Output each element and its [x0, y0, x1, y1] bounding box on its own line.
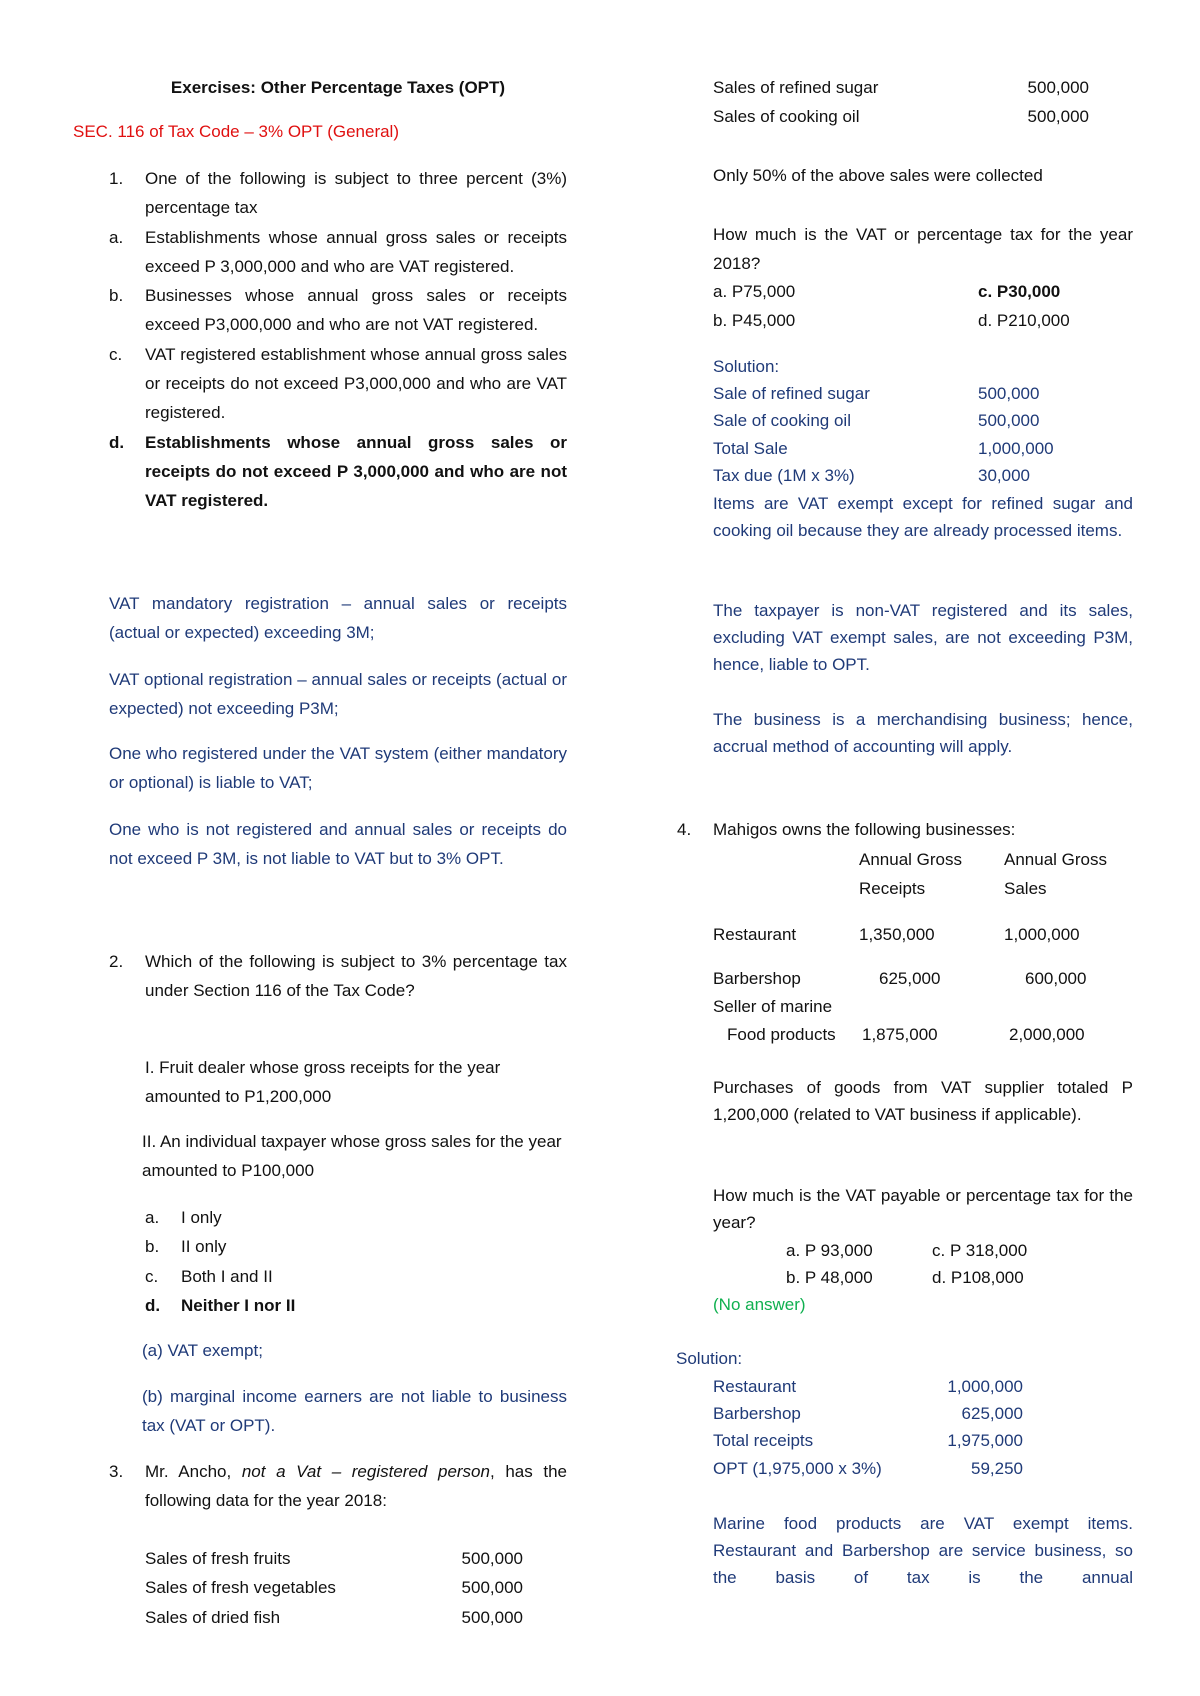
solution-amount: 30,000: [978, 465, 1030, 485]
option-c: c. P 318,000: [932, 1241, 1028, 1260]
sales-item: Sales of cooking oil: [713, 107, 860, 127]
note: One who registered under the VAT system (either mandatory or optional) is liable to VAT;: [109, 744, 567, 793]
business-receipts: 1,350,000: [859, 925, 935, 944]
sales-table-continued: [713, 73, 1089, 132]
solution-4: [713, 1373, 1023, 1482]
option-a: a. P 93,000: [786, 1241, 873, 1260]
correct-option-text: Neither I nor II: [181, 1295, 296, 1315]
option-c-correct: c. P30,000: [978, 282, 1061, 301]
solution-label: Solution:: [676, 1349, 743, 1368]
option-label: a.: [145, 1208, 160, 1227]
option-label: d.: [145, 1295, 161, 1315]
statement-1: I. Fruit dealer whose gross receipts for the year amounted to P1,200,000: [145, 1058, 501, 1107]
header-line: Annual Gross: [859, 850, 962, 869]
option-text: Both I and II: [181, 1266, 273, 1286]
question-number: 2.: [109, 952, 124, 971]
solution-amount: 59,250: [971, 1458, 1023, 1478]
sales-amount: 500,000: [461, 1607, 523, 1627]
solution-3: [713, 353, 1093, 489]
purchases-note: Purchases of goods from VAT supplier totaled P 1,200,000 (related to VAT business if applicable).: [713, 1078, 1133, 1125]
solution-item: Restaurant: [713, 1377, 797, 1396]
note: Items are VAT exempt except for refined sugar and cooking oil because they are already processed items.: [713, 494, 1133, 541]
solution-amount: 625,000: [961, 1404, 1023, 1424]
header-line: Annual Gross: [1004, 850, 1107, 869]
note: Marine food products are VAT exempt items. Restaurant and Barbershop are service business, so the basis of tax is the annual: [713, 1514, 1133, 1588]
solution-amount: 1,000,000: [947, 1377, 1023, 1396]
note: One who is not registered and annual sales or receipts do not exceed P 3M, is not liable to VAT but to 3% OPT.: [109, 820, 567, 869]
solution-amount: 500,000: [978, 384, 1040, 404]
option-d: d. P210,000: [978, 311, 1070, 330]
statement-2: II. An individual taxpayer whose gross sales for the year amounted to P100,000: [142, 1132, 562, 1181]
question-2-options: [145, 1203, 545, 1320]
sales-amount: 500,000: [461, 1578, 523, 1598]
note: The taxpayer is non-VAT registered and its sales, excluding VAT exempt sales, are not exceeding P3M, hence, liable to OPT.: [713, 601, 1133, 675]
question-text: , has the following data for the year 2018:: [145, 1462, 567, 1511]
note: (a) VAT exempt;: [142, 1341, 263, 1360]
sales-item: Sales of dried fish: [145, 1607, 281, 1627]
solution-item: Total receipts: [713, 1431, 814, 1451]
option-label: c.: [109, 344, 123, 364]
page-title: Exercises: Other Percentage Taxes (OPT): [170, 78, 506, 97]
question-text: Which of the following is subject to 3% percentage tax under Section 116 of the Tax Code?: [145, 952, 567, 1001]
question-3: [109, 1457, 567, 1516]
option-text: Establishments whose annual gross sales or receipts exceed P 3,000,000 and who are VAT registered.: [145, 227, 567, 276]
note: (b) marginal income earners are not liable to business tax (VAT or OPT).: [142, 1387, 567, 1436]
header-line: Receipts: [859, 879, 926, 899]
section-heading: SEC. 116 of Tax Code – 3% OPT (General): [73, 122, 399, 141]
business-name: Seller of marine: [713, 997, 833, 1016]
question-1: [109, 164, 567, 516]
solution-amount: 1,000,000: [978, 438, 1054, 458]
question-number: 3.: [109, 1462, 124, 1481]
option-label: a.: [109, 227, 124, 247]
option-a: a. P75,000: [713, 282, 796, 301]
question-3-prompt: How much is the VAT or percentage tax for the year 2018?: [713, 225, 1133, 274]
option-label: b.: [145, 1237, 160, 1257]
collection-note: Only 50% of the above sales were collected: [713, 166, 1043, 185]
business-name: Restaurant: [713, 925, 797, 944]
sales-amount: 500,000: [461, 1549, 523, 1568]
option-label: c.: [145, 1266, 159, 1286]
option-text: VAT registered establishment whose annual gross sales or receipts do not exceed P3,000,000 and who are VAT registered.: [145, 344, 567, 423]
sales-amount: 500,000: [1027, 107, 1089, 127]
sales-item: Sales of refined sugar: [713, 78, 879, 97]
solution-item: Barbershop: [713, 1404, 801, 1424]
business-sales: 2,000,000: [1009, 1025, 1085, 1044]
note: VAT mandatory registration – annual sales or receipts (actual or expected) exceeding 3M;: [109, 594, 567, 643]
option-label: d.: [109, 432, 125, 452]
note: The business is a merchandising business; hence, accrual method of accounting will apply.: [713, 710, 1133, 757]
solution-amount: 1,975,000: [947, 1431, 1023, 1451]
header-line: Sales: [1004, 879, 1047, 899]
question-number: 4.: [677, 820, 692, 839]
business-sales: 600,000: [1025, 969, 1087, 988]
business-name: Barbershop: [713, 969, 801, 988]
business-sales: 1,000,000: [1004, 925, 1080, 944]
question-4-text: Mahigos owns the following businesses:: [713, 820, 1016, 839]
solution-item: Total Sale: [713, 438, 788, 458]
column-header-sales: [1004, 845, 1107, 904]
question-text: Mr. Ancho,: [145, 1462, 242, 1481]
question-4-prompt: How much is the VAT payable or percentage tax for the year?: [713, 1186, 1133, 1233]
column-header-receipts: [859, 845, 962, 904]
no-answer-note: (No answer): [713, 1295, 806, 1314]
question-number: 1.: [109, 169, 124, 188]
business-name-cont: Food products: [727, 1025, 836, 1044]
question-text: One of the following is subject to three percent (3%) percentage tax: [145, 169, 567, 218]
solution-item: Sale of cooking oil: [713, 411, 851, 431]
option-text: Businesses whose annual gross sales or receipts exceed P3,000,000 and who are not VAT registered.: [145, 286, 567, 335]
sales-item: Sales of fresh vegetables: [145, 1578, 336, 1598]
option-text: II only: [181, 1237, 227, 1257]
option-label: b.: [109, 286, 124, 306]
solution-item: Tax due (1M x 3%): [713, 465, 855, 485]
option-d: d. P108,000: [932, 1268, 1024, 1287]
solution-amount: 500,000: [978, 411, 1040, 431]
business-receipts: 1,875,000: [862, 1025, 938, 1044]
business-receipts: 625,000: [879, 969, 941, 988]
solution-label: Solution:: [713, 357, 780, 376]
note: VAT optional registration – annual sales or receipts (actual or expected) not exceeding P3M;: [109, 670, 567, 719]
sales-amount: 500,000: [1027, 78, 1089, 97]
question-text-italic: not a Vat – registered person: [241, 1462, 490, 1481]
correct-option-text: Establishments whose annual gross sales or receipts do not exceed P 3,000,000 and who are not VAT registered.: [145, 432, 567, 511]
sales-item: Sales of fresh fruits: [145, 1549, 291, 1568]
solution-item: Sale of refined sugar: [713, 384, 870, 404]
question-2: [109, 947, 567, 1006]
solution-item: OPT (1,975,000 x 3%): [713, 1458, 882, 1478]
option-text: I only: [181, 1208, 222, 1227]
sales-table: [145, 1544, 523, 1632]
option-b: b. P45,000: [713, 311, 796, 330]
option-b: b. P 48,000: [786, 1268, 873, 1287]
